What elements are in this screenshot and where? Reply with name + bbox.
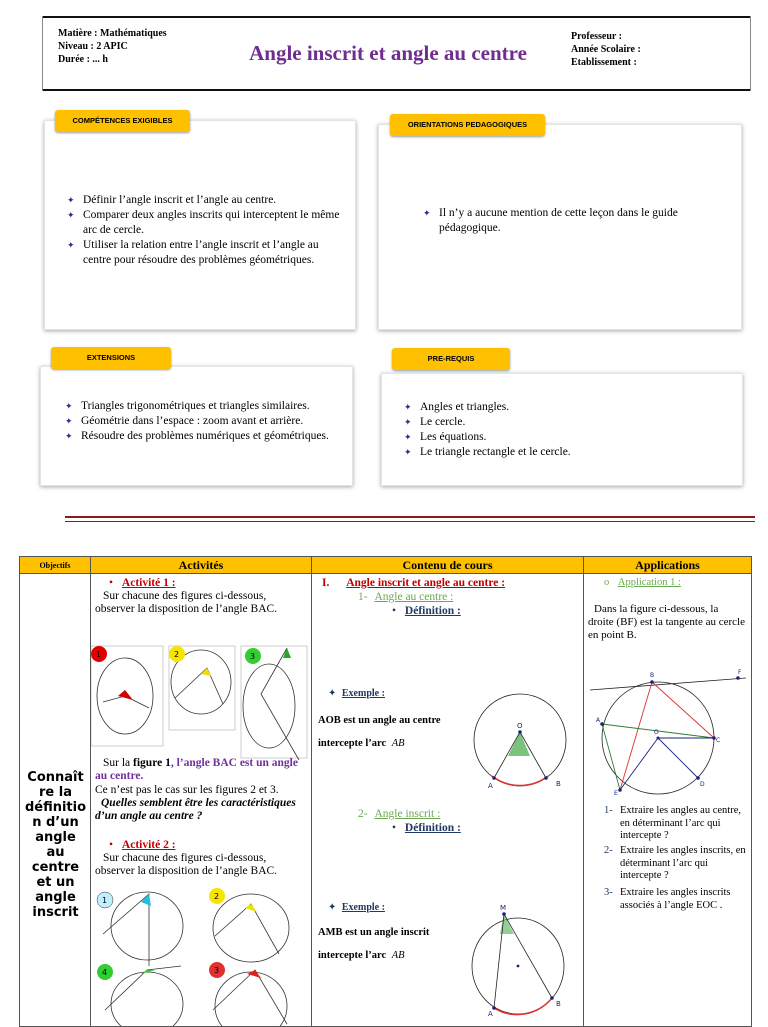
exemple-2-line2: intercepte l’arc bbox=[318, 950, 387, 961]
definition-1 bbox=[392, 605, 572, 618]
svg-text:D: D bbox=[700, 781, 705, 788]
exemple-2-label: Exemple : bbox=[341, 902, 385, 913]
exemple-2-line2-wrap bbox=[318, 950, 468, 961]
exemple-1-line2: intercepte l’arc bbox=[318, 738, 387, 749]
header-applications bbox=[584, 557, 752, 574]
angle-inscrit-figure bbox=[470, 904, 570, 1018]
pin-icon: ✦ bbox=[328, 902, 337, 913]
header-meta-left bbox=[58, 27, 167, 66]
svg-text:1: 1 bbox=[96, 650, 102, 659]
definition-2-label: Définition : bbox=[404, 822, 461, 834]
table-header-row bbox=[20, 557, 752, 574]
svg-text:A: A bbox=[596, 717, 601, 724]
svg-text:B: B bbox=[556, 780, 561, 788]
svg-text:3: 3 bbox=[214, 966, 220, 975]
header-activites-label: Activités bbox=[178, 557, 224, 572]
list-item: ✦ Définir l’angle inscrit et l’angle au centre. bbox=[65, 193, 345, 208]
prerequis-list bbox=[402, 400, 732, 460]
svg-text:2: 2 bbox=[214, 892, 220, 901]
extensions-list bbox=[63, 399, 347, 444]
question-1-num: 1- bbox=[604, 805, 613, 816]
svg-text:E: E bbox=[614, 790, 618, 796]
question-3 bbox=[604, 887, 750, 912]
question-1 bbox=[604, 805, 750, 843]
svg-text:O: O bbox=[654, 729, 659, 736]
figure-1 bbox=[91, 646, 163, 746]
list-item: ✦ Les équations. bbox=[402, 430, 732, 445]
list-item: ✦ Le cercle. bbox=[402, 415, 732, 430]
orientations-card bbox=[378, 124, 742, 330]
table-row bbox=[20, 574, 752, 1027]
figure-2 bbox=[169, 646, 235, 730]
svg-text:1: 1 bbox=[102, 896, 108, 905]
exemple-1-line1: AOB est un angle au centre bbox=[318, 715, 441, 726]
question-3-num: 3- bbox=[604, 887, 613, 898]
activite1-note: Ce n’est pas le cas sur les figures 2 et 3. bbox=[95, 784, 279, 796]
angle-au-centre-figure bbox=[472, 692, 582, 790]
list-item: ✦ Comparer deux angles inscrits qui interceptent le même arc de cercle. bbox=[65, 208, 345, 238]
bullet-icon: • bbox=[392, 605, 397, 617]
list-item: ✦ Géométrie dans l’espace : zoom avant et arrière. bbox=[63, 414, 347, 429]
duree: Durée : ... h bbox=[58, 54, 108, 65]
etablissement: Etablissement : bbox=[571, 57, 637, 68]
objectif-cell bbox=[20, 574, 91, 1027]
conclusion-suffix: , l’angle BAC est un angle au centre. bbox=[95, 757, 298, 782]
question-2-num: 2- bbox=[604, 845, 613, 856]
exemple-2-arc: AB bbox=[391, 950, 405, 961]
bullet-icon: • bbox=[109, 577, 114, 589]
exemple-1-arc: AB bbox=[391, 738, 405, 749]
figure-4 bbox=[209, 962, 287, 1026]
list-item: ✦ Utiliser la relation entre l’angle inscrit et l’angle au centre pour résoudre des problèmes géométriques. bbox=[65, 238, 345, 268]
header-activites bbox=[91, 557, 312, 574]
applications-cell bbox=[584, 574, 752, 1027]
subsection-1-num: 1- bbox=[358, 591, 368, 603]
competences-tag: COMPÉTENCES EXIGIBLES bbox=[55, 110, 190, 132]
list-item: ✦ Angles et triangles. bbox=[402, 400, 732, 415]
svg-text:B: B bbox=[556, 1000, 561, 1008]
professeur: Professeur : bbox=[571, 31, 623, 42]
subsection-2-num: 2- bbox=[358, 808, 368, 820]
conclusion-figure: figure 1 bbox=[133, 757, 171, 769]
exemple-2 bbox=[328, 902, 385, 913]
bullet-icon: • bbox=[109, 839, 114, 851]
question-1-text: Extraire les angles au centre, en déterminant l’arc qui intercepte ? bbox=[620, 805, 741, 841]
section-1-num: I. bbox=[322, 577, 330, 589]
objectif-text: Connaît re la définitio n d’un angle au centre et un angle inscrit bbox=[24, 770, 87, 920]
extensions-tag: EXTENSIONS bbox=[51, 347, 171, 369]
svg-text:2: 2 bbox=[174, 650, 180, 659]
conclusion-prefix: Sur la bbox=[103, 757, 131, 769]
header-right-border bbox=[750, 16, 751, 91]
figure-3 bbox=[241, 646, 307, 760]
svg-text:F: F bbox=[738, 669, 742, 676]
header-left-border bbox=[42, 16, 43, 91]
page-title: Angle inscrit et angle au centre bbox=[249, 41, 527, 65]
list-item: ✦ Il n’y a aucune mention de cette leçon dans le guide pédagogique. bbox=[421, 206, 721, 236]
svg-text:B: B bbox=[650, 672, 655, 679]
header-top-rule bbox=[42, 16, 750, 18]
activite2-figures bbox=[91, 886, 312, 1026]
question-2-text: Extraire les angles inscrits, en déterminant l’arc qui intercepte ? bbox=[620, 845, 746, 881]
definition-1-label: Définition : bbox=[404, 605, 461, 617]
bullet-icon: • bbox=[392, 822, 397, 834]
definition-2 bbox=[392, 822, 572, 835]
niveau: Niveau : 2 APIC bbox=[58, 41, 128, 52]
svg-text:3: 3 bbox=[250, 652, 256, 661]
header-contenu bbox=[312, 557, 584, 574]
activite1-title: Activité 1 : bbox=[121, 577, 176, 589]
activite1-figures bbox=[91, 644, 312, 762]
svg-text:A: A bbox=[488, 782, 493, 790]
figure-3 bbox=[97, 964, 183, 1026]
header-applications-label: Applications bbox=[635, 557, 700, 572]
subsection-2-title: Angle inscrit : bbox=[374, 808, 441, 820]
header-contenu-label: Contenu de cours bbox=[402, 557, 493, 572]
prerequis-tag: PRE-REQUIS bbox=[392, 348, 510, 370]
orientations-list bbox=[421, 206, 721, 236]
matiere: Matière : Mathématiques bbox=[58, 28, 167, 39]
question-2 bbox=[604, 845, 750, 883]
activite1-text: Sur chacune des figures ci-dessous, observer la disposition de l’angle BAC. bbox=[95, 590, 278, 615]
svg-text:A: A bbox=[488, 1010, 493, 1018]
application-figure bbox=[588, 668, 750, 796]
list-item: ✦ Résoudre des problèmes numériques et géométriques. bbox=[63, 429, 347, 444]
application-1 bbox=[604, 576, 752, 589]
pin-icon: ✦ bbox=[328, 688, 337, 699]
lesson-table bbox=[19, 556, 752, 1027]
activite2-title-wrap bbox=[109, 839, 309, 852]
list-item: ✦ Le triangle rectangle et le cercle. bbox=[402, 445, 732, 460]
activite2-text: Sur chacune des figures ci-dessous, observer la disposition de l’angle BAC. bbox=[95, 852, 278, 877]
activite1-title-wrap bbox=[109, 577, 309, 590]
svg-text:4: 4 bbox=[102, 968, 108, 977]
application-1-title: Application 1 : bbox=[617, 577, 681, 588]
figure-1 bbox=[97, 892, 183, 966]
svg-text:M: M bbox=[500, 904, 507, 912]
svg-text:C: C bbox=[716, 737, 721, 744]
header-objectifs-label: Objectifs bbox=[39, 560, 71, 570]
annee-scolaire: Année Scolaire : bbox=[571, 44, 641, 55]
orientations-tag: ORIENTATIONS PEDAGOGIQUES bbox=[390, 114, 545, 136]
application-1-text: Dans la figure ci-dessous, la droite (BF) est la tangente au cercle en point B. bbox=[588, 603, 745, 641]
activites-cell bbox=[91, 574, 312, 1027]
section-1 bbox=[322, 577, 582, 590]
exemple-1-label: Exemple : bbox=[341, 688, 385, 699]
competences-card bbox=[44, 120, 356, 330]
activite1-question: Quelles semblent être les caractéristiques d’un angle au centre ? bbox=[95, 797, 296, 822]
exemple-1 bbox=[328, 688, 385, 699]
header-bottom-rule bbox=[42, 89, 750, 91]
exemple-2-line1: AMB est un angle inscrit bbox=[318, 927, 430, 938]
subsection-1 bbox=[358, 591, 578, 604]
bullet-icon: o bbox=[604, 577, 610, 588]
figure-2 bbox=[209, 888, 289, 962]
extensions-card bbox=[40, 366, 353, 486]
header-meta-right bbox=[571, 30, 641, 69]
subsection-2 bbox=[358, 808, 578, 821]
header-objectifs bbox=[20, 557, 91, 574]
activite2-title: Activité 2 : bbox=[121, 839, 176, 851]
section-1-title: Angle inscrit et angle au centre : bbox=[346, 577, 506, 589]
subsection-1-title: Angle au centre : bbox=[374, 591, 454, 603]
separator bbox=[65, 516, 755, 518]
svg-text:O: O bbox=[517, 722, 523, 730]
list-item: ✦ Triangles trigonométriques et triangles similaires. bbox=[63, 399, 347, 414]
exemple-1-line2-wrap bbox=[318, 738, 468, 749]
separator bbox=[65, 521, 755, 522]
question-3-text: Extraire les angles inscrits associés à l’angle EOC . bbox=[620, 887, 731, 911]
activite1-conclusion bbox=[95, 757, 307, 783]
prerequis-card bbox=[381, 373, 743, 486]
competences-list bbox=[65, 193, 345, 268]
contenu-cell bbox=[312, 574, 584, 1027]
